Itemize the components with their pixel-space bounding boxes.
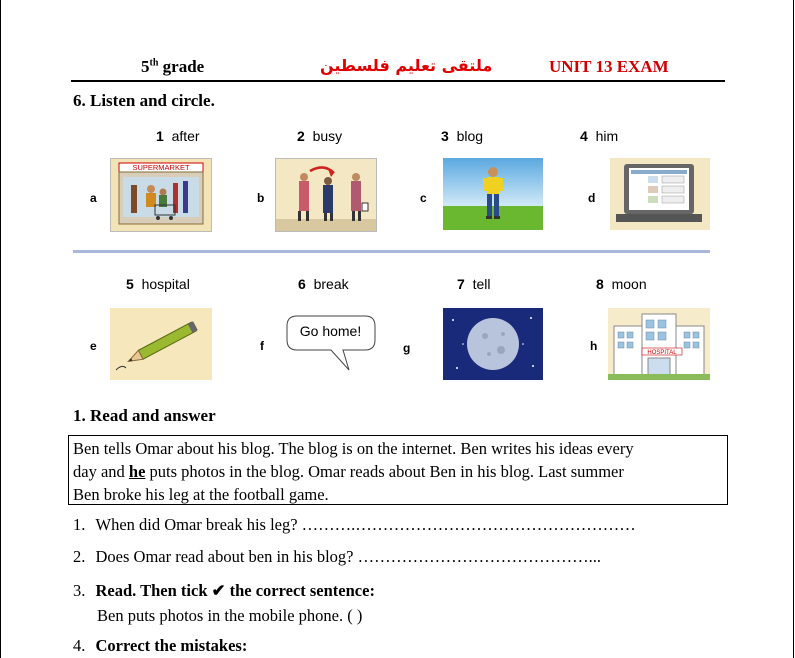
option-letter-g: g xyxy=(403,341,411,355)
question-3 xyxy=(73,581,375,601)
right-page-border xyxy=(793,0,794,658)
boy-picture xyxy=(443,158,543,230)
word-label-8: 8 moon xyxy=(596,276,647,292)
hospital-sign: HOSPITAL xyxy=(647,349,677,356)
option-letter-e: e xyxy=(90,339,97,353)
option-letter-h: h xyxy=(590,339,598,353)
hospital-picture xyxy=(608,308,710,380)
question-1 xyxy=(73,515,636,535)
question-2-text: Does Omar read about ben in his blog? ……………………………………... xyxy=(95,547,601,566)
speech-bubble-text: Go home! xyxy=(299,323,362,339)
hospital-illustration xyxy=(608,308,710,380)
header-rule xyxy=(71,80,725,82)
boy-illustration xyxy=(443,158,543,230)
grade-word: grade xyxy=(162,57,205,76)
option-letter-b: b xyxy=(257,191,265,205)
section-divider xyxy=(73,250,710,253)
question-1-text: When did Omar break his leg? ……….…………………………………………… xyxy=(95,515,636,534)
word-label-4: 4 him xyxy=(580,128,619,144)
passage-line-1: Ben tells Omar about his blog. The blog is on the internet. Ben writes his ideas every xyxy=(73,439,634,458)
option-letter-f: f xyxy=(260,339,264,353)
word-label-3: 3 blog xyxy=(441,128,484,144)
speech-bubble-picture xyxy=(283,314,378,374)
unit-title: UNIT 13 EXAM xyxy=(549,57,669,76)
supermarket-illustration xyxy=(111,159,211,231)
supermarket-picture xyxy=(110,158,212,232)
word-label-5: 5 hospital xyxy=(126,276,190,292)
people-picture xyxy=(275,158,377,232)
pencil-picture xyxy=(110,308,212,380)
word-label-1: 1 after xyxy=(156,128,200,144)
grade-number: 5 xyxy=(141,57,150,76)
option-letter-d: d xyxy=(588,191,596,205)
question-4 xyxy=(73,636,247,656)
listen-title: 6. Listen and circle. xyxy=(73,91,215,110)
left-page-border xyxy=(0,0,1,658)
people-illustration xyxy=(276,159,376,231)
laptop-picture xyxy=(610,158,710,230)
word-label-6: 6 break xyxy=(298,276,349,292)
question-3-title: Read. Then tick ✔ the correct sentence: xyxy=(95,581,375,600)
word-label-2: 2 busy xyxy=(297,128,343,144)
reading-passage xyxy=(68,435,728,505)
moon-picture xyxy=(443,308,543,380)
question-2 xyxy=(73,547,601,567)
grade-suffix: th xyxy=(149,57,159,69)
pencil-illustration xyxy=(110,308,212,380)
question-2-number: 2. xyxy=(73,547,86,566)
question-3-sentence: Ben puts photos in the mobile phone. ( ) xyxy=(97,606,363,625)
passage-line-2: day and he puts photos in the blog. Omar reads about Ben in his blog. Last summer xyxy=(73,462,624,481)
moon-illustration xyxy=(443,308,543,380)
supermarket-sign: SUPERMARKET xyxy=(132,163,190,172)
passage-line-3: Ben broke his leg at the football game. xyxy=(73,485,329,504)
laptop-illustration xyxy=(610,158,710,230)
question-4-title: Correct the mistakes: xyxy=(95,636,248,655)
question-1-number: 1. xyxy=(73,515,86,534)
passage-underlined-word: he xyxy=(128,462,146,481)
grade-label xyxy=(141,57,204,77)
question-3-number: 3. xyxy=(73,581,86,600)
question-4-number: 4. xyxy=(73,636,86,655)
arabic-title: ملتقى تعليم فلسطين xyxy=(320,56,493,75)
option-letter-a: a xyxy=(90,191,97,205)
word-label-7: 7 tell xyxy=(457,276,491,292)
option-letter-c: c xyxy=(420,191,427,205)
read-title: 1. Read and answer xyxy=(73,406,216,425)
